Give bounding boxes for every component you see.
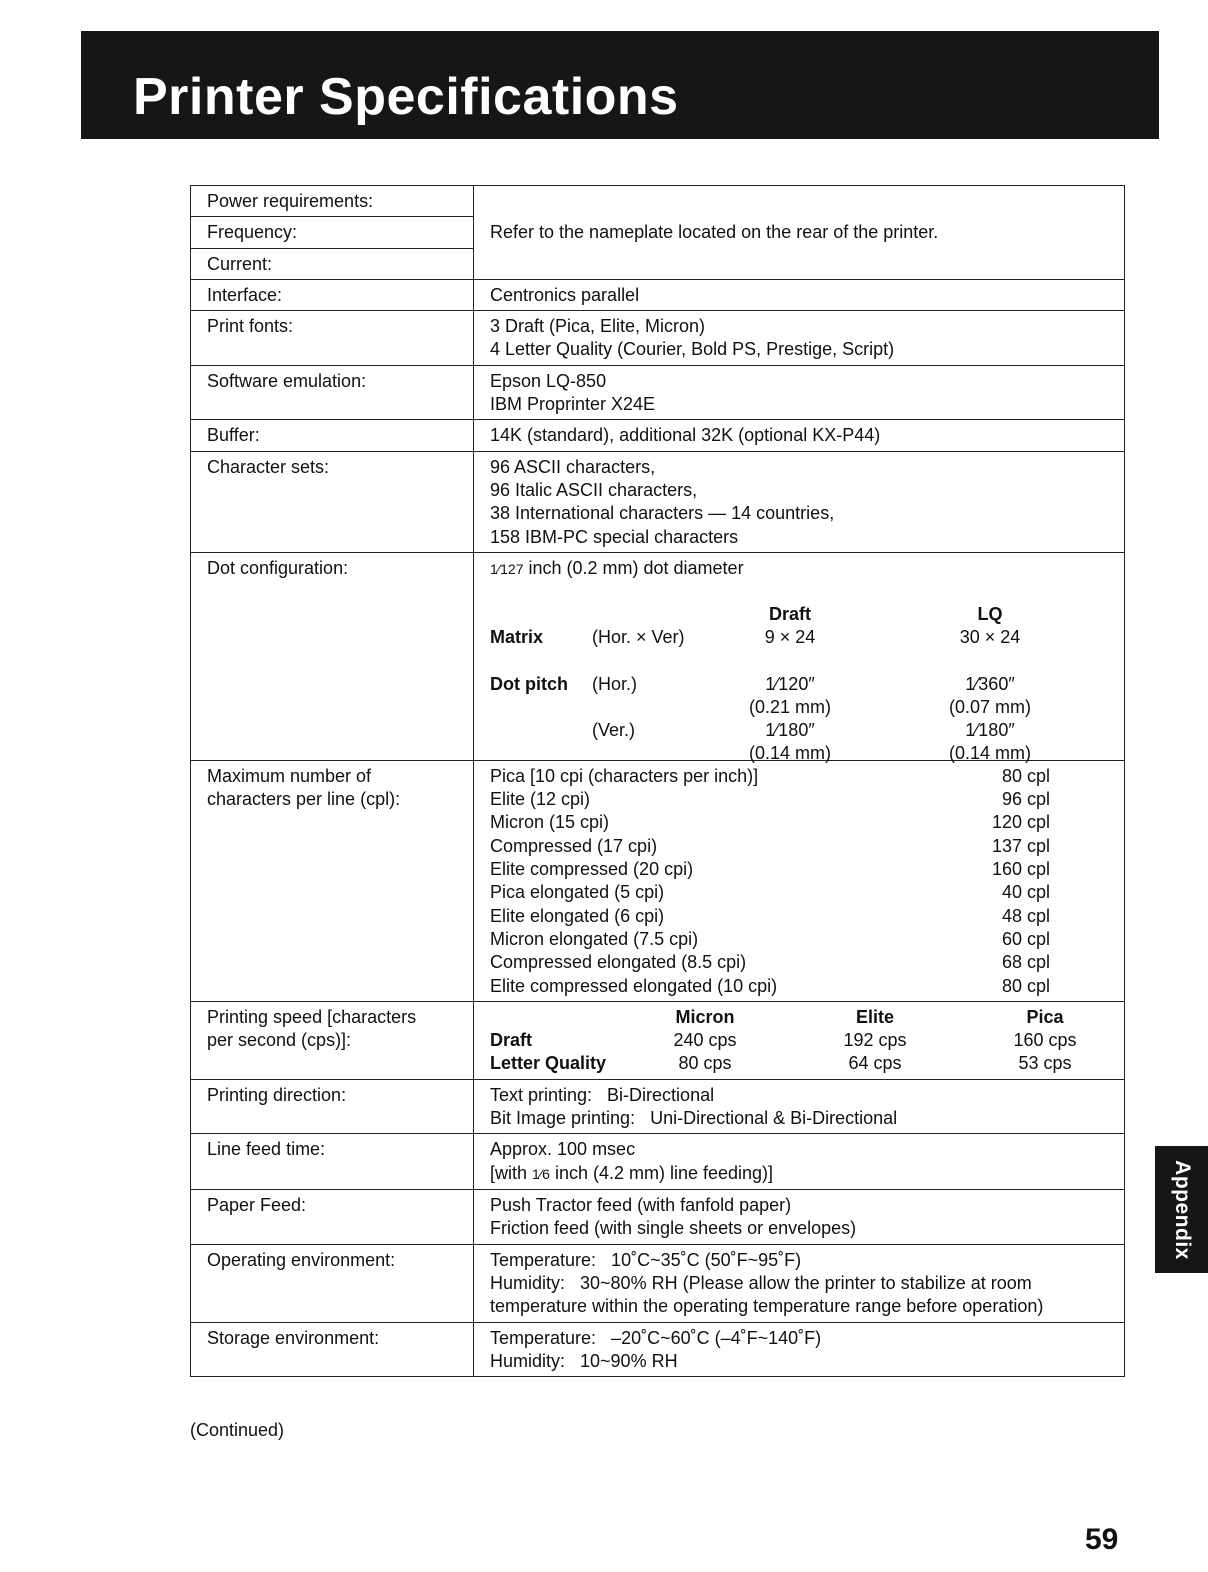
cpl-value: 137 cpl: [991, 835, 1050, 856]
dot-diameter: [490, 557, 744, 581]
appendix-tab: [1155, 1146, 1208, 1273]
spec-value: [474, 1079, 1125, 1134]
ver-lq-mm: (0.14 mm): [948, 742, 1031, 763]
cpl-value: 48 cpl: [1001, 905, 1050, 926]
spec-value: [474, 1322, 1125, 1377]
spec-row-speed: [191, 1001, 1125, 1079]
col-header-draft: Draft: [768, 603, 811, 624]
spec-label: Print fonts:: [191, 311, 474, 366]
label-line: per second (cps)]:: [207, 1030, 352, 1051]
spec-value: [474, 311, 1125, 366]
cpl-value: 120 cpl: [991, 812, 1050, 833]
hor-lq-mm: (0.07 mm): [948, 696, 1031, 717]
cpl-row: [490, 881, 1050, 904]
cpl-mode: Elite compressed elongated (10 cpi): [490, 975, 778, 996]
ver-label: (Ver.): [592, 719, 636, 740]
spec-row-dot-config: [191, 552, 1125, 760]
spec-row-power: [191, 186, 1125, 217]
value-line: 158 IBM-PC special characters: [490, 526, 739, 547]
spec-value: 14K (standard), additional 32K (optional KX-P44): [474, 420, 1125, 451]
page-number: 59: [1085, 1523, 1119, 1556]
text-part: [with: [490, 1162, 533, 1183]
cpl-value: 60 cpl: [1001, 928, 1050, 949]
speed-col-elite: Elite: [855, 1006, 894, 1027]
speed-value: 160 cps: [1013, 1030, 1077, 1051]
value-line: Text printing: Bi-Directional: [490, 1084, 715, 1105]
spec-row-print-fonts: [191, 311, 1125, 366]
label-line: Maximum number of: [207, 765, 372, 786]
cpl-mode: Pica [10 cpi (characters per inch)]: [490, 765, 759, 786]
cpl-row: [490, 811, 1050, 834]
hor-draft-mm: (0.21 mm): [748, 696, 831, 717]
cpl-row: [490, 951, 1050, 974]
value-line: Temperature: –20˚C~60˚C (–4˚F~140˚F): [490, 1327, 822, 1348]
cpl-mode: Elite elongated (6 cpi): [490, 905, 665, 926]
spec-value: [474, 1001, 1125, 1079]
spec-label: Operating environment:: [191, 1244, 474, 1322]
speed-row-name: Draft: [490, 1030, 533, 1051]
cpl-mode: Compressed (17 cpi): [490, 835, 658, 856]
continued-note: (Continued): [190, 1420, 285, 1440]
spec-row-software: [191, 365, 1125, 420]
cpl-row: [490, 835, 1050, 858]
speed-grid: [490, 1006, 1124, 1076]
spec-value: [474, 1134, 1125, 1190]
value-line: Temperature: 10˚C~35˚C (50˚F~95˚F): [490, 1249, 802, 1270]
value-line: 96 Italic ASCII characters,: [490, 479, 698, 500]
cpl-list: [490, 765, 1050, 998]
hor-draft: 1⁄120″: [765, 673, 815, 694]
spec-value: Centronics parallel: [474, 279, 1125, 310]
spec-label: Current:: [191, 248, 474, 279]
ver-lq: 1⁄180″: [965, 719, 1015, 740]
page-title: Printer Specifications: [133, 68, 679, 126]
spec-value: [474, 1190, 1125, 1245]
speed-value: 240 cps: [673, 1030, 737, 1051]
cpl-mode: Elite compressed (20 cpi): [490, 859, 694, 880]
col-header-lq: LQ: [977, 603, 1003, 624]
speed-col-pica: Pica: [1026, 1006, 1064, 1027]
spec-label: Dot configuration:: [191, 552, 474, 760]
cpl-mode: Compressed elongated (8.5 cpi): [490, 952, 747, 973]
spec-label: Line feed time:: [191, 1134, 474, 1190]
cpl-row: [490, 788, 1050, 811]
spec-label: [191, 1001, 474, 1079]
spec-row-operating: [191, 1244, 1125, 1322]
value-line: Humidity: 10~90% RH: [490, 1350, 678, 1371]
matrix-label: Matrix: [490, 626, 544, 647]
spec-label: Storage environment:: [191, 1322, 474, 1377]
cpl-row: [490, 858, 1050, 881]
value-line: 96 ASCII characters,: [490, 456, 656, 477]
spec-label: [191, 760, 474, 1001]
value-line: temperature within the operating temperature range before operation): [490, 1296, 1044, 1317]
cpl-row: [490, 928, 1050, 951]
spec-label: Paper Feed:: [191, 1190, 474, 1245]
cpl-mode: Elite (12 cpi): [490, 789, 591, 810]
ver-draft-mm: (0.14 mm): [748, 742, 831, 763]
spec-row-interface: [191, 279, 1125, 310]
value-line: Approx. 100 msec: [490, 1139, 636, 1160]
cpl-row: [490, 765, 1050, 788]
value-line: 38 International characters — 14 countries,: [490, 503, 835, 524]
cpl-mode: Micron elongated (7.5 cpi): [490, 928, 699, 949]
cpl-row: [490, 975, 1050, 998]
cpl-value: 160 cpl: [991, 859, 1050, 880]
spec-label: Printing direction:: [191, 1079, 474, 1134]
spec-value: [474, 365, 1125, 420]
spec-row-line-feed: [191, 1134, 1125, 1190]
cpl-value: 80 cpl: [1001, 975, 1050, 996]
matrix-lq: 30 × 24: [959, 626, 1021, 647]
spec-label: Frequency:: [191, 217, 474, 248]
cpl-value: 68 cpl: [1001, 952, 1050, 973]
spec-value: [474, 760, 1125, 1001]
label-line: characters per line (cpl):: [207, 789, 401, 810]
speed-value: 80 cps: [678, 1053, 732, 1074]
spec-table: [190, 185, 1125, 1377]
value-line: Humidity: 30~80% RH (Please allow the printer to stabilize at room: [490, 1272, 1032, 1293]
cpl-value: 80 cpl: [1001, 765, 1050, 786]
speed-row-name: Letter Quality: [490, 1053, 607, 1074]
speed-value: 192 cps: [843, 1030, 907, 1051]
spec-value: Refer to the nameplate located on the rear of the printer.: [474, 186, 1125, 280]
value-line: 4 Letter Quality (Courier, Bold PS, Prestige, Script): [490, 339, 895, 360]
cpl-mode: Pica elongated (5 cpi): [490, 882, 665, 903]
cpl-mode: Micron (15 cpi): [490, 812, 610, 833]
spec-row-buffer: [191, 420, 1125, 451]
value-line: Epson LQ-850: [490, 370, 607, 391]
spec-value: [474, 552, 1125, 763]
spec-label: Buffer:: [191, 420, 474, 451]
value-line: 3 Draft (Pica, Elite, Micron): [490, 316, 706, 337]
value-line: Bit Image printing: Uni-Directional & Bi-Directional: [490, 1108, 898, 1129]
matrix-draft: 9 × 24: [764, 626, 816, 647]
label-line: Printing speed [characters: [207, 1006, 417, 1027]
appendix-tab-label: Appendix: [1170, 1159, 1194, 1260]
diameter-text: inch (0.2 mm) dot diameter: [523, 557, 744, 578]
cpl-value: 40 cpl: [1001, 882, 1050, 903]
diameter-fraction: 1⁄127: [490, 560, 524, 577]
speed-value: 53 cps: [1018, 1053, 1072, 1074]
spec-label: Power requirements:: [191, 186, 474, 217]
hor-label: (Hor.): [592, 673, 637, 694]
spec-row-charsets: [191, 451, 1125, 552]
spec-row-max-chars: [191, 760, 1125, 1001]
hor-lq: 1⁄360″: [965, 673, 1015, 694]
speed-col-micron: Micron: [675, 1006, 735, 1027]
spec-row-paper-feed: [191, 1190, 1125, 1245]
spec-label: Character sets:: [191, 451, 474, 552]
matrix-sub: (Hor. × Ver): [592, 626, 685, 647]
dot-pitch-label: Dot pitch: [490, 673, 568, 694]
spec-value: [474, 451, 1125, 552]
speed-value: 64 cps: [848, 1053, 902, 1074]
value-line: Friction feed (with single sheets or envelopes): [490, 1218, 857, 1239]
value-line: [490, 1162, 1124, 1186]
ver-draft: 1⁄180″: [765, 719, 815, 740]
spec-label: Software emulation:: [191, 365, 474, 420]
cpl-row: [490, 905, 1050, 928]
spec-row-direction: [191, 1079, 1125, 1134]
fraction: 1⁄6: [532, 1165, 550, 1182]
value-line: IBM Proprinter X24E: [490, 394, 656, 415]
text-part: inch (4.2 mm) line feeding)]: [549, 1162, 774, 1183]
cpl-value: 96 cpl: [1001, 789, 1050, 810]
title-bar: [81, 31, 1159, 139]
value-line: Push Tractor feed (with fanfold paper): [490, 1195, 792, 1216]
spec-label: Interface:: [191, 279, 474, 310]
dot-config-grid: [490, 557, 1124, 763]
spec-value: [474, 1244, 1125, 1322]
spec-row-storage: [191, 1322, 1125, 1377]
